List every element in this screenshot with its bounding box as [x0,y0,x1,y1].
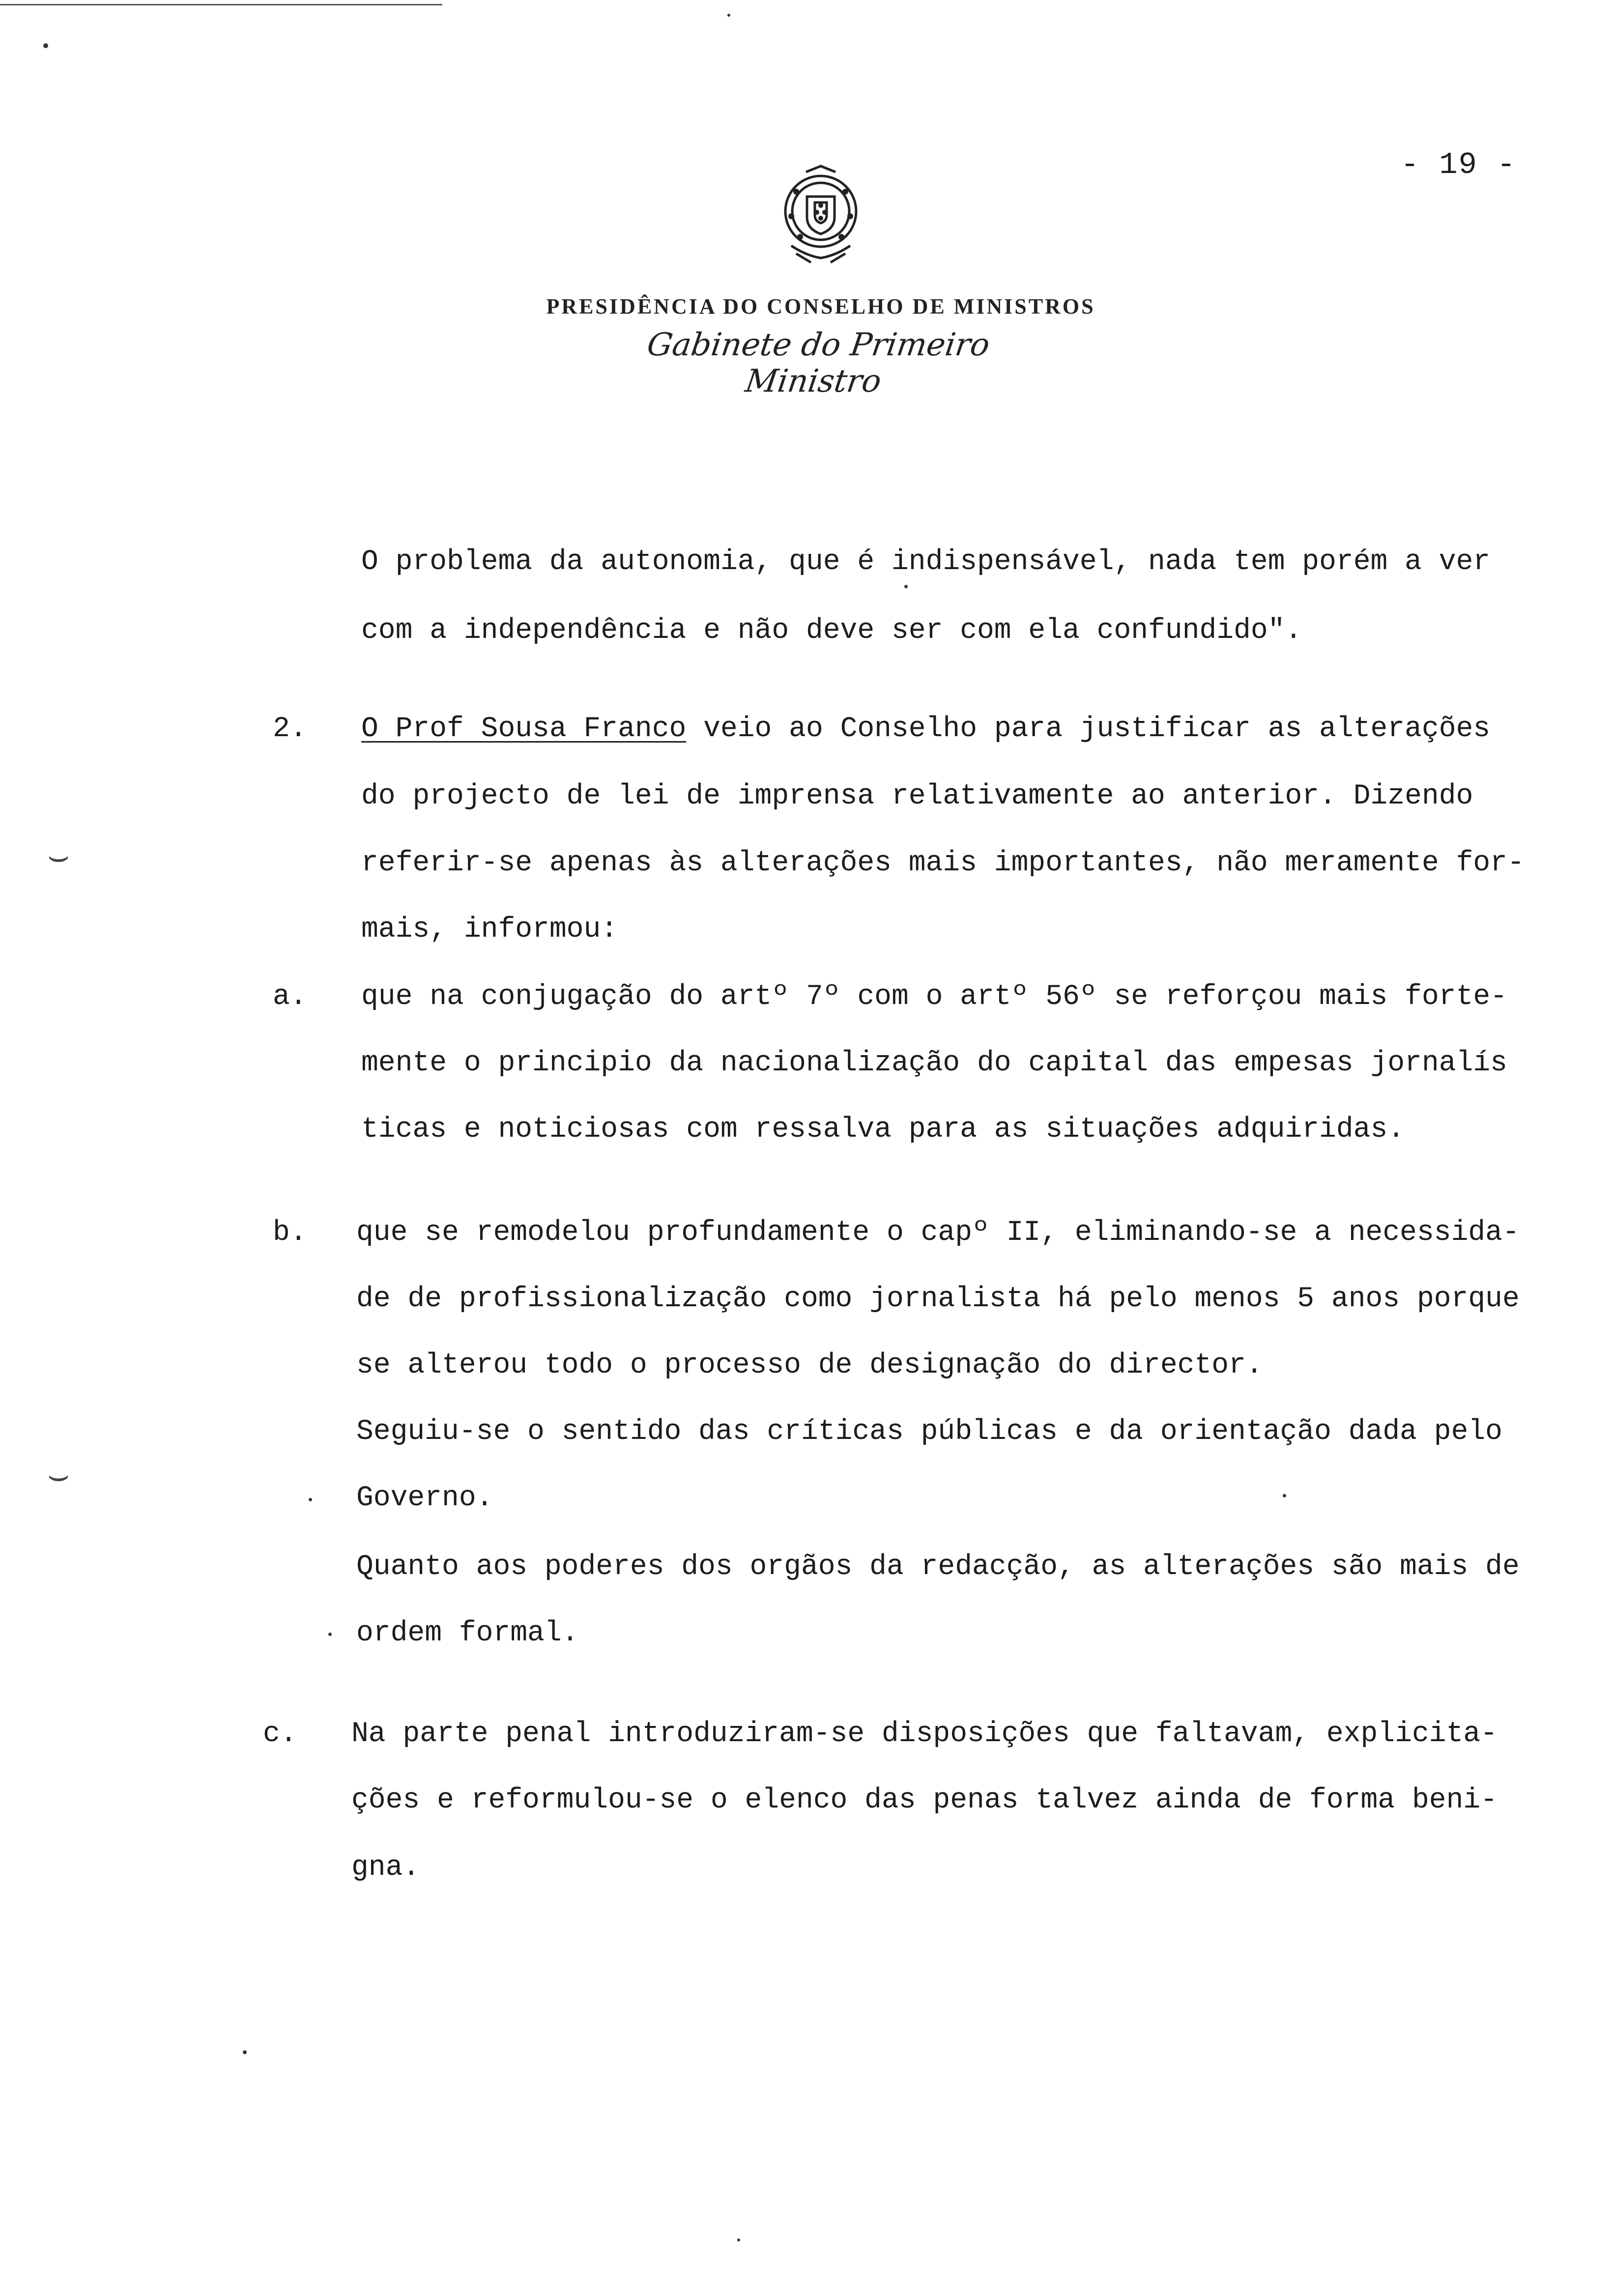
body-text-line: mente o principio da nacionalização do capital das empesas jornalís [361,1047,1507,1079]
underlined-subject: O Prof Sousa Franco [361,713,687,745]
scan-speck [328,1633,332,1636]
body-text-line: mais, informou: [361,914,618,946]
scan-speck [727,14,730,17]
body-text-line: com a independência e não deve ser com ela confundido". [361,615,1302,647]
body-text-line: gna. [351,1852,420,1884]
scan-speck [43,43,48,48]
body-text-line: referir-se apenas às alterações mais importantes, não meramente for- [361,847,1525,879]
body-text-line: ticas e noticiosas com ressalva para as situações adquiridas. [361,1114,1405,1146]
item-marker: c. [263,1718,297,1750]
scan-speck [904,585,908,588]
item-marker: b. [273,1217,307,1249]
body-text-span: veio ao Conselho para justificar as alterações [686,713,1491,745]
body-text-line: Quanto aos poderes dos orgãos da redacção, as alterações são mais de [356,1551,1520,1583]
item-marker: 2. [273,713,307,745]
body-text-line: de de profissionalização como jornalista há pelo menos 5 anos porque [356,1283,1520,1315]
body-text-line: que na conjugação do artº 7º com o artº 56º se reforçou mais forte- [361,981,1507,1013]
institution-title: PRESIDÊNCIA DO CONSELHO DE MINISTROS [546,294,1095,318]
scan-speck [1283,1494,1286,1497]
page-number: - 19 - [1401,147,1517,182]
body-text-line: ordem formal. [356,1617,579,1649]
scan-speck [309,1498,312,1501]
scan-edge-line [0,4,442,5]
body-text-line: ções e reformulou-se o elenco das penas talvez ainda de forma beni- [351,1784,1497,1816]
body-text-line: se alterou todo o processo de designação do director. [356,1349,1263,1381]
body-text-line: Seguiu-se o sentido das críticas públicas e da orientação dada pelo [356,1416,1502,1448]
margin-bracket-mark: ⌣ [47,1455,70,1495]
margin-bracket-mark: ⌣ [47,835,70,876]
scan-speck [737,2239,740,2241]
body-text-line: Na parte penal introduziram-se disposições que faltavam, explicita- [351,1718,1497,1750]
body-text-line: O problema da autonomia, que é indispensável, nada tem porém a ver [361,546,1491,578]
office-subtitle: Gabinete do Primeiro Ministro [645,327,992,400]
body-text-line [361,715,1490,744]
coat-of-arms-emblem-icon [762,157,880,275]
item-marker: a. [273,981,307,1013]
body-text-line: do projecto de lei de imprensa relativamente ao anterior. Dizendo [361,780,1473,812]
scan-speck [243,2050,247,2054]
body-text-line: que se remodelou profundamente o capº II, eliminando-se a necessida- [356,1217,1520,1249]
body-text-line: Governo. [356,1482,493,1514]
